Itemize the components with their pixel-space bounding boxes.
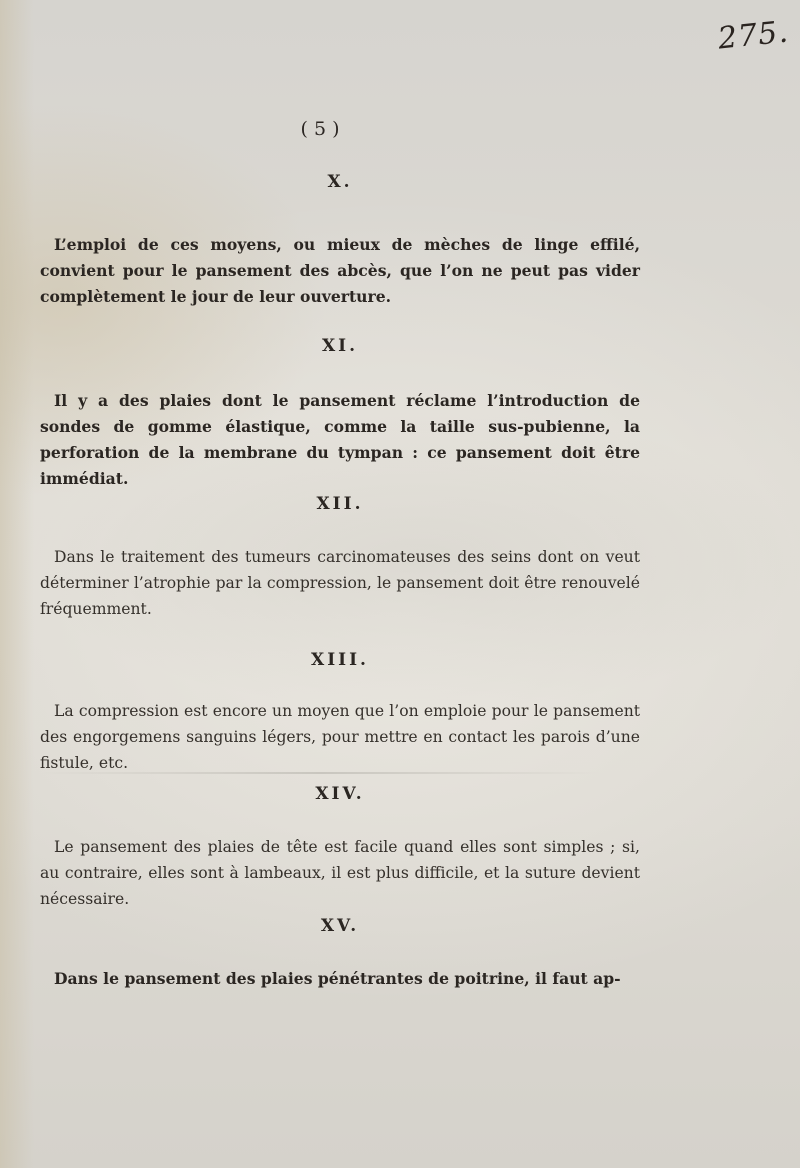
section-paragraph: Dans le pansement des plaies pénétrantes de poitrine, il faut ap-	[54, 969, 621, 988]
section-paragraph: La compression est encore un moyen que l’on emploie pour le pansement des engorgemens sanguins légers, pour mettre en contact les parois d’une fistule, etc.	[40, 702, 640, 772]
paper-stain	[0, 0, 34, 1168]
section-xi	[40, 336, 640, 492]
section-paragraph: Dans le traitement des tumeurs carcinomateuses des seins dont on veut déterminer l’atrophie par la compression, le pansement doit être renouvelé fréquemment.	[40, 548, 640, 618]
section-paragraph: L’emploi de ces moyens, ou mieux de mèches de linge effilé, convient pour le pansement des abcès, que l’on ne peut pas vider complètement le jour de leur ouverture.	[40, 235, 640, 306]
section-xv	[40, 916, 640, 992]
section-xiii	[40, 650, 640, 776]
page-number: ( 5 )	[300, 118, 340, 140]
section-heading: XIII.	[311, 650, 369, 670]
section-heading: XV.	[320, 916, 360, 936]
section-paragraph: Le pansement des plaies de tête est facile quand elles sont simples ; si, au contraire, elles sont à lambeaux, il est plus difficile, et la suture devient nécessaire.	[40, 838, 640, 908]
section-heading: X.	[327, 172, 353, 192]
section-paragraph: Il y a des plaies dont le pansement réclame l’introduction de sondes de gomme élastique, comme la taille sus-pubienne, la perforation de la membrane du tympan : ce pansement doit être immédiat.	[40, 391, 640, 488]
handwritten-folio-number: 275.	[716, 14, 791, 57]
section-xii	[40, 494, 640, 622]
section-heading: XI.	[321, 336, 359, 356]
section-heading: XII.	[316, 494, 364, 514]
section-x	[40, 172, 640, 310]
section-heading: XIV.	[315, 784, 365, 804]
section-xiv	[40, 784, 640, 912]
